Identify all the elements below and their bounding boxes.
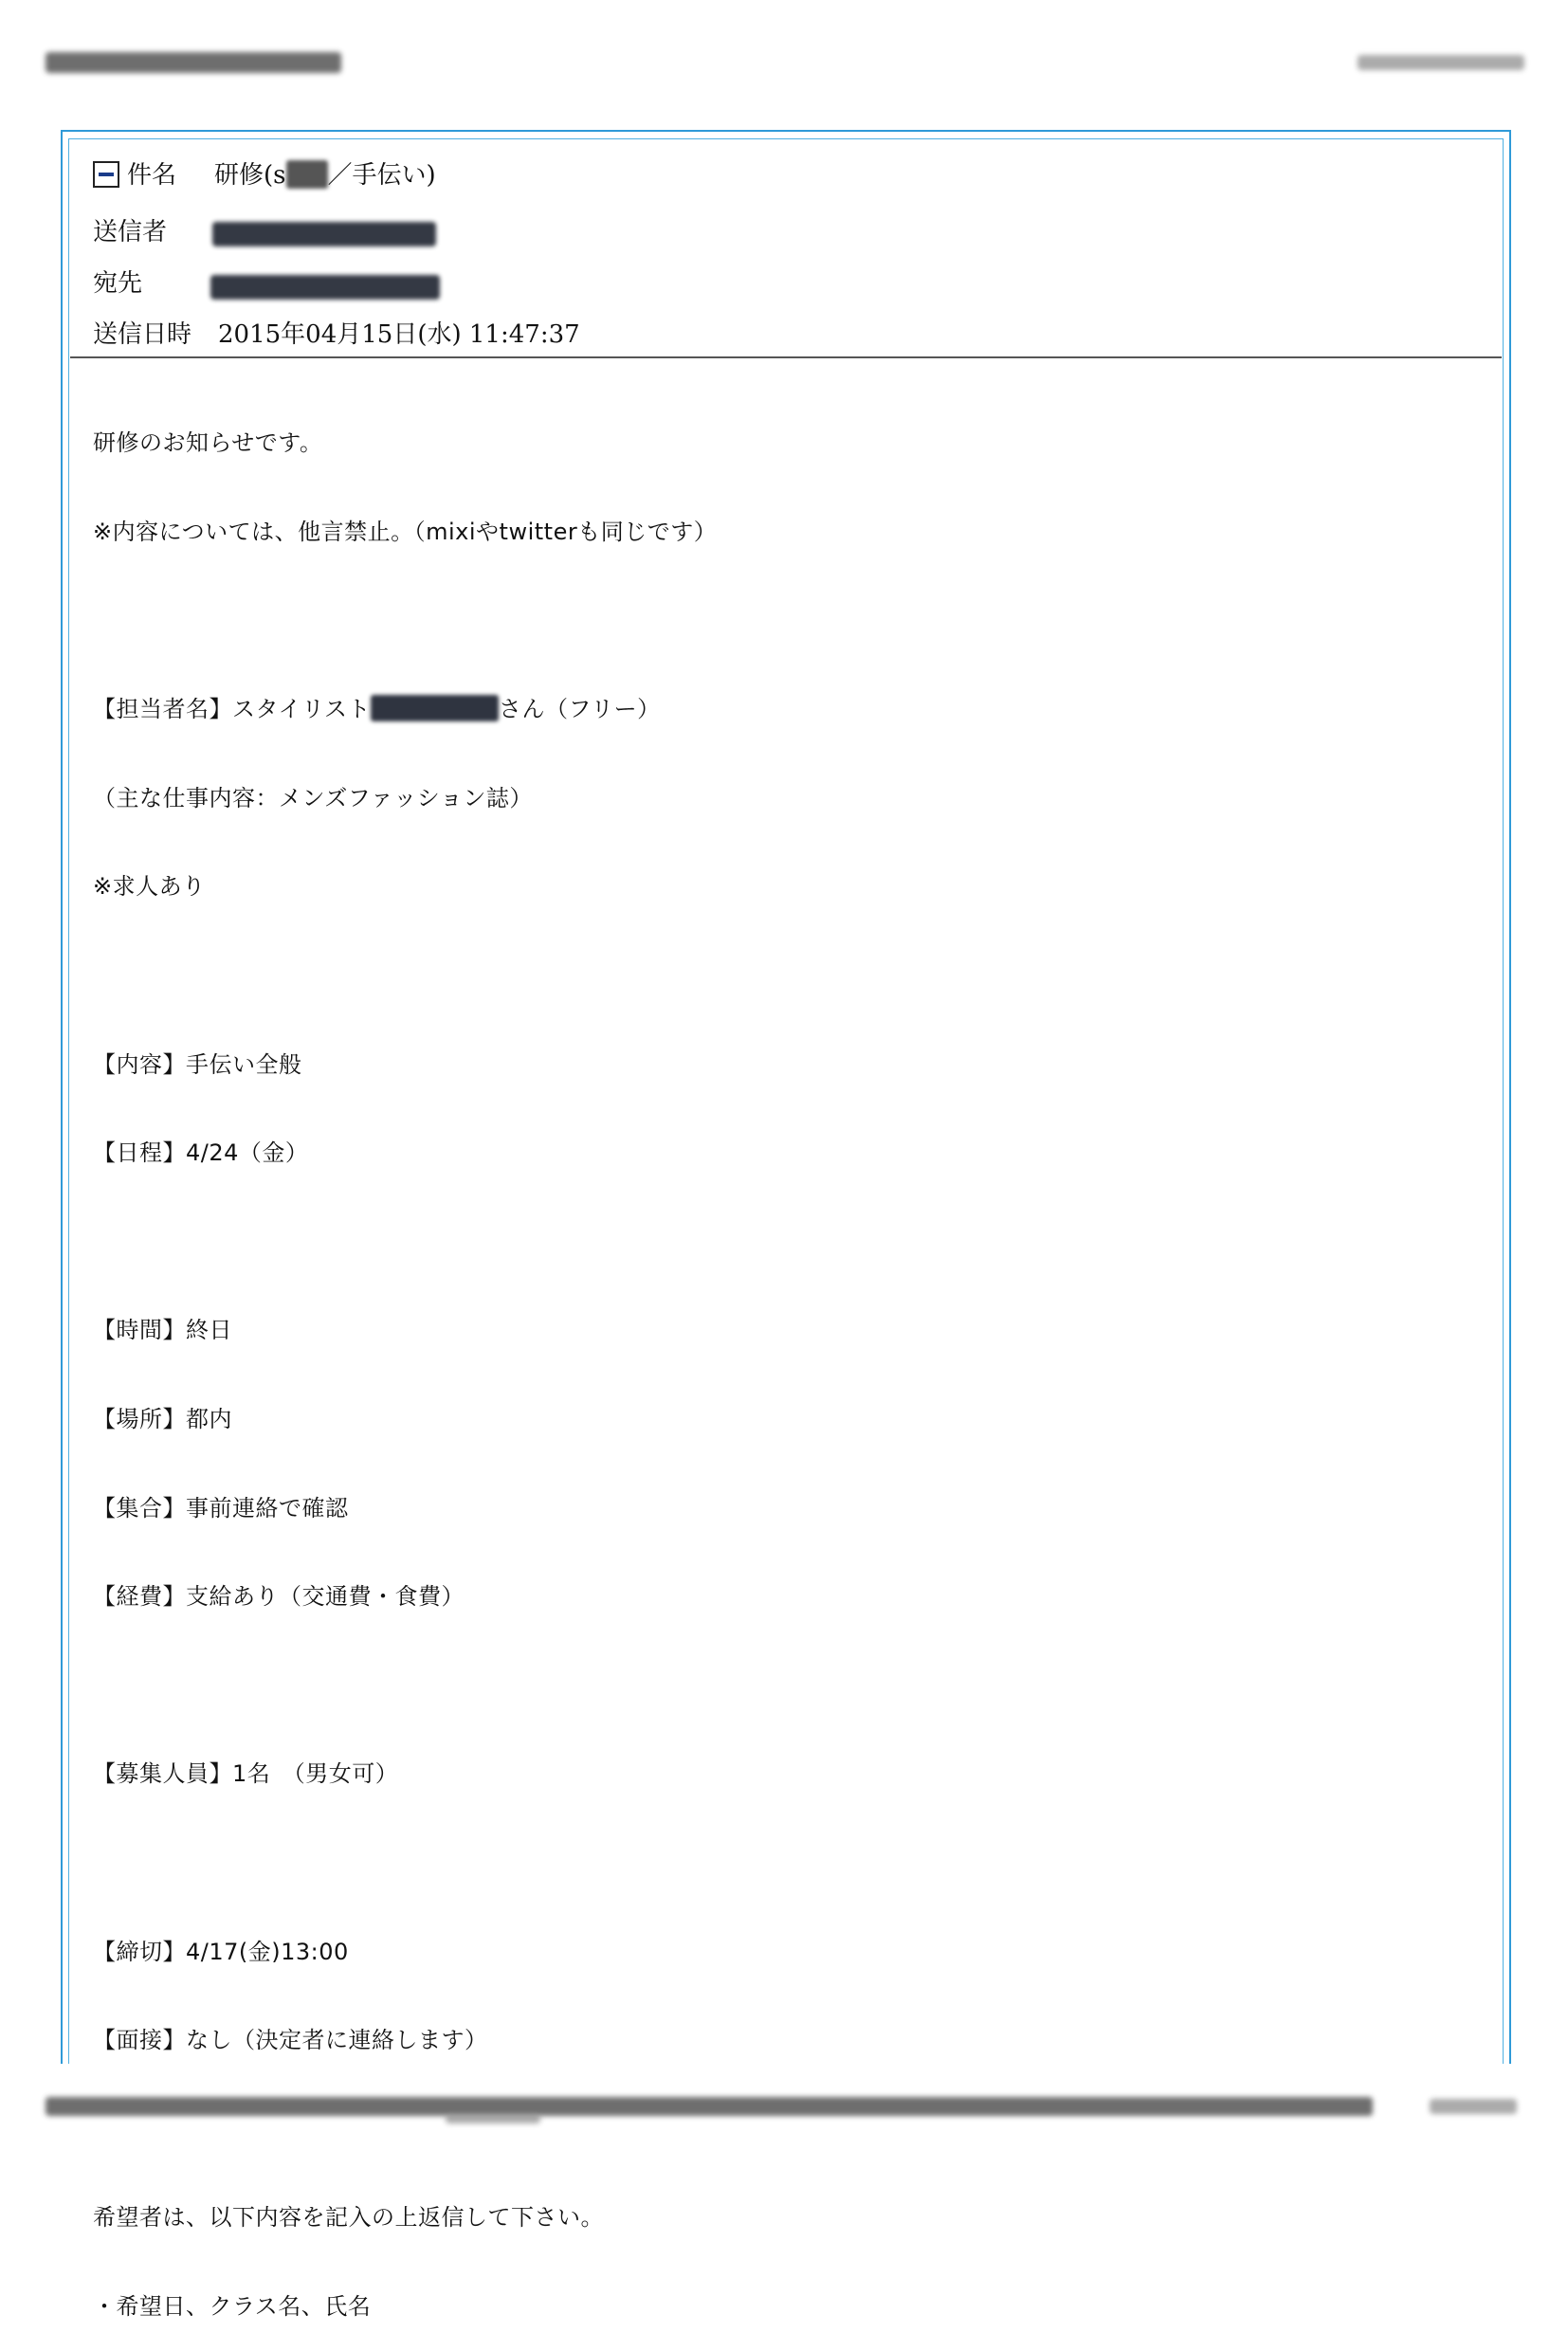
body-line: 【集合】事前連絡で確認 (93, 1494, 349, 1522)
body-line (93, 1671, 1477, 1701)
body-line: 【日程】4/24（金） (93, 1139, 309, 1167)
subject-prefix: 研修(s (214, 161, 286, 190)
page-footer-left-redacted (46, 2097, 1373, 2116)
body-line (93, 961, 1477, 991)
recipient-row (93, 267, 216, 300)
subject-label: 件名 (127, 161, 177, 190)
body-line: 【募集人員】1名 （男女可） (93, 1760, 399, 1788)
body-line (93, 1228, 1477, 1257)
sender-row (93, 216, 216, 248)
body-line (93, 607, 1477, 636)
sent-label: 送信日時 (93, 320, 192, 349)
page-header-right-redacted (1358, 55, 1524, 70)
body-line: 【面接】なし（決定者に連絡します） (93, 2027, 488, 2054)
recipient-redacted (210, 275, 440, 300)
body-line (93, 1849, 1477, 1878)
person-name-redacted (371, 695, 499, 721)
collapse-icon[interactable] (93, 161, 119, 188)
person-prefix: 【担当者名】スタイリスト (93, 696, 372, 723)
body-line: 【場所】都内 (93, 1405, 232, 1432)
subject-redacted (286, 160, 328, 189)
body-line: ・希望日、クラス名、氏名 (93, 2292, 372, 2320)
sent-value: 2015年04月15日(水) 11:47:37 (218, 320, 580, 349)
sender-redacted (212, 222, 436, 246)
person-suffix: さん（フリー） (499, 696, 661, 723)
body-line: ※内容については、他言禁止。（mixiやtwitterも同じです） (93, 519, 718, 545)
body-line: 【経費】支給あり（交通費・食費） (93, 1583, 465, 1611)
recipient-label: 宛先 (93, 269, 143, 298)
page-footer-sub-redacted (446, 2114, 540, 2123)
body-line (93, 2115, 1477, 2144)
body-line: ※求人あり (93, 873, 206, 901)
page-footer-right-redacted (1430, 2099, 1517, 2114)
subject-row (93, 159, 436, 191)
subject-suffix: ／手伝い) (327, 161, 436, 190)
body-line: 研修のお知らせです。 (93, 429, 323, 457)
sent-row (93, 319, 580, 351)
body-line: 【内容】手伝い全般 (93, 1050, 302, 1078)
sender-label: 送信者 (93, 218, 168, 246)
page-header-left-redacted (46, 52, 341, 73)
body-line: 【締切】4/17(金)13:00 (93, 1938, 349, 1965)
body-line: 希望者は、以下内容を記入の上返信して下さい。 (93, 2204, 604, 2232)
body-line: （主な仕事内容：メンズファッション誌） (93, 784, 533, 811)
message-body (93, 370, 1477, 2351)
body-line-person (93, 695, 1477, 724)
email-header (70, 140, 1502, 358)
body-line: 【時間】終日 (93, 1317, 232, 1344)
